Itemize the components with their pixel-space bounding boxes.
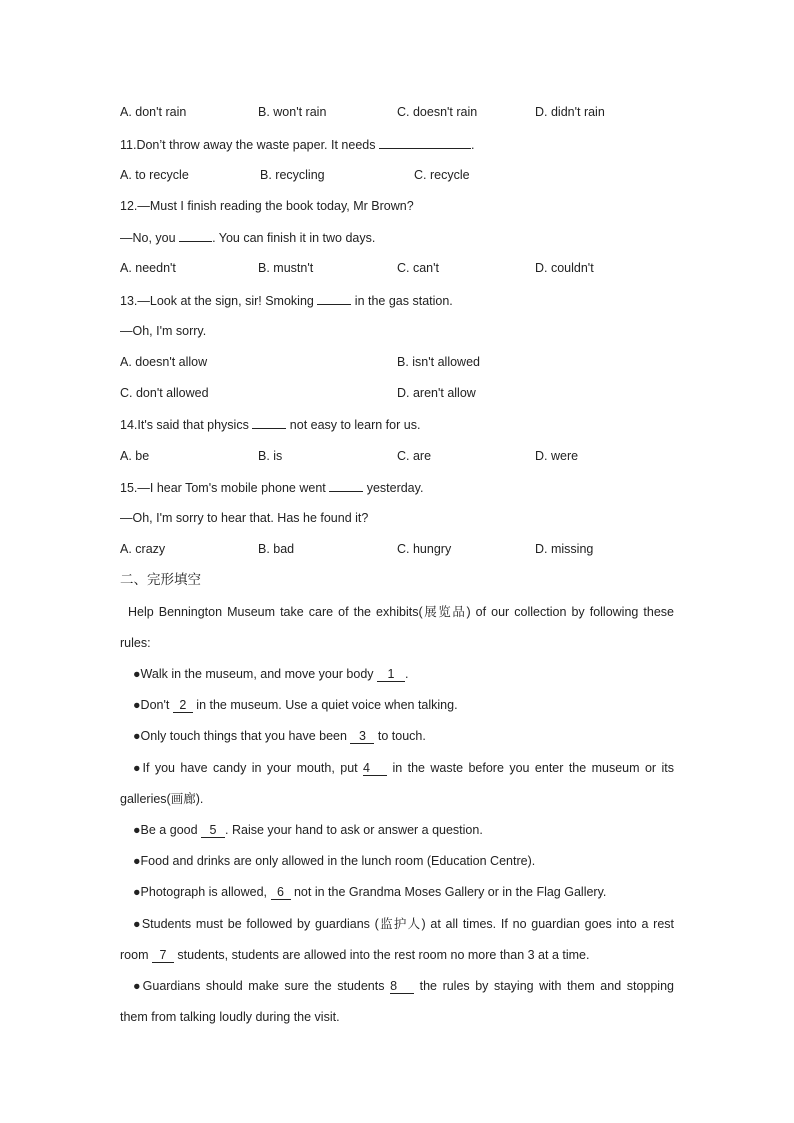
rule-7 (133, 884, 606, 900)
rule-4 (133, 760, 674, 776)
q15-option-d: D. missing (535, 542, 594, 556)
q15-stem (120, 479, 423, 496)
q11-option-b: B. recycling (260, 168, 325, 182)
passage-intro-cont: rules: (120, 636, 151, 650)
q15-option-b: B. bad (258, 542, 295, 556)
q12-option-c: C. can't (397, 261, 439, 275)
q13-option-b: B. isn't allowed (397, 355, 480, 369)
rule-4-end: in the waste before you enter the museum or its (387, 761, 675, 775)
rule-9-text: ●Guardians should make sure the students (133, 979, 391, 993)
q14-option-d: D. were (535, 449, 579, 463)
blank-6: 6 (271, 885, 291, 900)
q13-option-a: A. doesn't allow (120, 355, 208, 369)
blank-7: 7 (152, 948, 174, 963)
q14-stem-text: 14.It's said that physics (120, 418, 253, 432)
blank-4: 4 (363, 761, 387, 776)
q12-reply-text: —No, you (120, 231, 180, 245)
q15-option-c: C. hungry (397, 542, 452, 556)
blank-5: 5 (201, 823, 225, 838)
rule-7-end: not in the Grandma Moses Gallery or in the Flag Gallery. (290, 885, 607, 899)
q11-stem-text: 11.Don’t throw away the waste paper. It needs (120, 138, 379, 152)
passage-intro: Help Bennington Museum take care of the exhibits(展览品) of our collection by following these (128, 605, 674, 619)
blank-8: 8 (390, 979, 414, 994)
section-heading: 二、完形填空 (120, 572, 201, 587)
rule-3-text: ●Only touch things that you have been (133, 729, 351, 743)
rule-1-end: . (405, 667, 409, 681)
q11-stem (120, 136, 474, 153)
q15-option-a: A. crazy (120, 542, 166, 556)
q12-reply-end: . You can finish it in two days. (212, 231, 376, 245)
answer-blank (252, 416, 286, 429)
q15-stem-text: 15.—I hear Tom's mobile phone went (120, 481, 330, 495)
rule-9-cont: them from talking loudly during the visit. (120, 1010, 340, 1024)
rule-8: ●Students must be followed by guardians (监护人) at all times. If no guardian goes into a rest (133, 917, 674, 931)
q12-option-b: B. mustn't (258, 261, 314, 275)
answer-blank (329, 479, 363, 492)
rule-2 (133, 697, 458, 713)
q15-stem-end: yesterday. (363, 481, 424, 495)
answer-blank (317, 292, 351, 305)
answer-blank (379, 136, 471, 149)
rule-5-end: . Raise your hand to ask or answer a question. (225, 823, 483, 837)
rule-7-text: ●Photograph is allowed, (133, 885, 271, 899)
q13-option-d: D. aren't allow (397, 386, 476, 400)
rule-2-end: in the museum. Use a quiet voice when talking. (192, 698, 458, 712)
rule-4-text: ●If you have candy in your mouth, put (133, 761, 364, 775)
rule-8-text: room (120, 948, 152, 962)
rule-3 (133, 728, 426, 744)
q10-option-d: D. didn't rain (535, 105, 605, 119)
q15-reply: —Oh, I'm sorry to hear that. Has he found it? (120, 511, 369, 525)
rule-9-end: the rules by staying with them and stopping (414, 979, 674, 993)
q14-option-b: B. is (258, 449, 283, 463)
q10-option-a: A. don't rain (120, 105, 187, 119)
q13-stem (120, 292, 453, 309)
q11-option-c: C. recycle (414, 168, 470, 182)
answer-blank (179, 229, 212, 242)
rule-8-end: students, students are allowed into the rest room no more than 3 at a time. (173, 948, 590, 962)
q13-reply: —Oh, I'm sorry. (120, 324, 207, 338)
rule-3-end: to touch. (374, 729, 426, 743)
rule-8-cont (120, 947, 589, 963)
q12-option-a: A. needn't (120, 261, 176, 275)
rule-4-cont: galleries(画廊). (120, 792, 204, 806)
q10-option-b: B. won't rain (258, 105, 327, 119)
rule-2-text: ●Don't (133, 698, 173, 712)
rule-5 (133, 822, 483, 838)
q14-stem (120, 416, 420, 433)
rule-6: ●Food and drinks are only allowed in the lunch room (Education Centre). (133, 854, 536, 868)
q11-option-a: A. to recycle (120, 168, 189, 182)
rule-1 (133, 666, 409, 682)
rule-9 (133, 978, 674, 994)
q12-option-d: D. couldn't (535, 261, 594, 275)
q14-option-a: A. be (120, 449, 150, 463)
rule-5-text: ●Be a good (133, 823, 202, 837)
q13-stem-text: 13.—Look at the sign, sir! Smoking (120, 294, 318, 308)
blank-1: 1 (377, 667, 405, 682)
q12-stem: 12.—Must I finish reading the book today, Mr Brown? (120, 199, 414, 213)
q11-stem-end: . (470, 138, 475, 152)
q13-option-c: C. don't allowed (120, 386, 209, 400)
q14-option-c: C. are (397, 449, 432, 463)
rule-1-text: ●Walk in the museum, and move your body (133, 667, 378, 681)
q10-option-c: C. doesn't rain (397, 105, 478, 119)
q13-stem-end: in the gas station. (351, 294, 453, 308)
blank-3: 3 (350, 729, 374, 744)
blank-2: 2 (173, 698, 193, 713)
q12-reply (120, 229, 375, 246)
q14-stem-end: not easy to learn for us. (286, 418, 421, 432)
